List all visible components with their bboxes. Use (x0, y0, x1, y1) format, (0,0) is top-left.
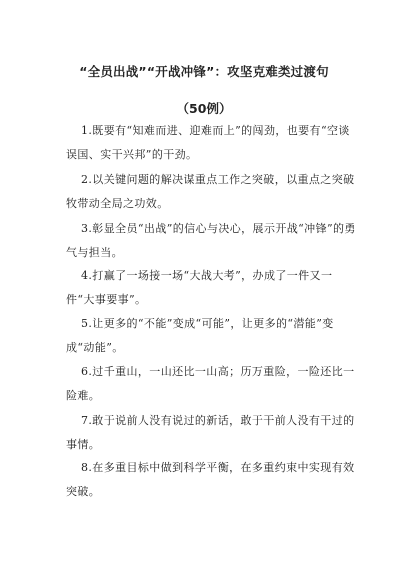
list-item: 4.打赢了一场接一场“大战大考”，办成了一件又一件“大事要事”。 (66, 269, 333, 306)
list-item: 8.在多重目标中做到科学平衡，在多重约束中实现有效突破。 (66, 461, 355, 498)
list-item: 1.既要有“知难而进、迎难而上”的闯劲，也要有“空谈误国、实干兴邦”的干劲。 (66, 124, 350, 161)
document-title: “全员出战”“开战冲锋”：攻坚克难类过渡句 (79, 64, 329, 79)
list-item: 3.彰显全员“出战”的信心与决心，展示开战“冲锋”的勇气与担当。 (66, 222, 356, 259)
list-item: 5.让更多的“不能”变成“可能”，让更多的“潜能”变成“动能”。 (66, 317, 334, 354)
document-subtitle: （50例） (176, 101, 232, 116)
list-item: 6.过千重山，一山还比一山高；历万重险，一险还比一险难。 (66, 365, 355, 402)
list-item: 2.以关键问题的解决谋重点工作之突破，以重点之突破牧带动全局之功效。 (66, 173, 355, 210)
list-item: 7.敢于说前人没有说过的新话，敢于干前人没有干过的事情。 (66, 414, 355, 451)
